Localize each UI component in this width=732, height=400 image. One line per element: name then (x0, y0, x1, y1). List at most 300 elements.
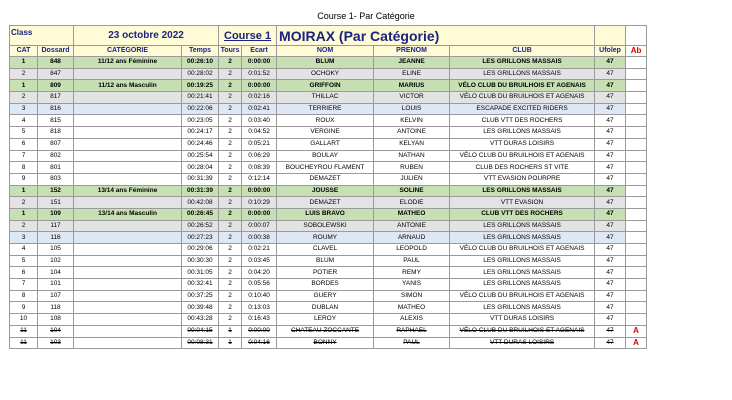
cell-ab (626, 115, 647, 127)
cell-cat: 3 (10, 103, 38, 115)
cell-categorie (74, 138, 182, 150)
cell-ecart: 0:02:41 (242, 103, 277, 115)
cell-ecart: 0:00:00 (242, 57, 277, 69)
cell-ab: A (626, 325, 647, 337)
cell-tours: 2 (219, 314, 242, 326)
cell-ab (626, 255, 647, 267)
cell-nom: BLUM (277, 255, 374, 267)
cell-cat: 8 (10, 162, 38, 174)
cell-club: LES GRILLONS MASSAIS (450, 267, 595, 279)
cell-club: VTT DURAS LOISIRS (450, 138, 595, 150)
cell-nom: DEMAZET (277, 197, 374, 209)
cell-temps: 00:24:17 (182, 127, 219, 139)
cell-ecart: 0:02:21 (242, 244, 277, 256)
cell-ecart: 0:02:16 (242, 92, 277, 104)
cell-dossard: 818 (38, 127, 74, 139)
cell-categorie: 11/12 ans Masculin (74, 80, 182, 92)
cell-ufolep: 47 (595, 197, 626, 209)
cell-cat: 1 (10, 57, 38, 69)
cell-temps: 00:31:05 (182, 267, 219, 279)
cell-dossard: 118 (38, 302, 74, 314)
cell-prenom: ARNAUD (374, 232, 450, 244)
cell-club: CLUB VTT DES ROCHERS (450, 208, 595, 220)
cell-nom: GUERY (277, 290, 374, 302)
cell-dossard: 848 (38, 57, 74, 69)
event-date: 23 octobre 2022 (74, 26, 219, 46)
col-cat: CAT (10, 46, 38, 57)
cell-tours: 1 (219, 337, 242, 349)
cell-dossard: 803 (38, 173, 74, 185)
cell-temps: 00:26:52 (182, 220, 219, 232)
cell-dossard: 109 (38, 208, 74, 220)
cell-club: LES GRILLONS MASSAIS (450, 220, 595, 232)
table-row (10, 57, 647, 69)
cell-cat: 1 (10, 185, 38, 197)
cell-prenom: VICTOR (374, 92, 450, 104)
cell-ab (626, 314, 647, 326)
table-row (10, 138, 647, 150)
col-ufolep: Ufolep (595, 46, 626, 57)
cell-tours: 2 (219, 150, 242, 162)
cell-temps: 00:04:15 (182, 325, 219, 337)
col-categorie: CATÉGORIE (74, 46, 182, 57)
cell-ufolep: 47 (595, 208, 626, 220)
cell-dossard: 105 (38, 244, 74, 256)
col-dossard: Dossard (38, 46, 74, 57)
cell-dossard: 101 (38, 279, 74, 291)
cell-club: VÉLO CLUB DU BRUILHOIS ET AGENAIS (450, 80, 595, 92)
cell-tours: 1 (219, 325, 242, 337)
cell-dossard: 816 (38, 103, 74, 115)
header-blank-ufolep (595, 26, 626, 46)
cell-cat: 6 (10, 267, 38, 279)
event-title: MOIRAX (Par Catégorie) (277, 26, 595, 46)
cell-categorie (74, 220, 182, 232)
table-row (10, 68, 647, 80)
cell-ecart: 0:00:07 (242, 220, 277, 232)
cell-cat: 5 (10, 127, 38, 139)
cell-temps: 00:26:45 (182, 208, 219, 220)
cell-ufolep: 47 (595, 68, 626, 80)
cell-ecart: 0:04:16 (242, 337, 277, 349)
cell-ufolep: 47 (595, 138, 626, 150)
col-tours: Tours (219, 46, 242, 57)
cell-prenom: MATHEO (374, 302, 450, 314)
cell-prenom: MARIUS (374, 80, 450, 92)
table-row (10, 244, 647, 256)
cell-ufolep: 47 (595, 279, 626, 291)
table-row (10, 325, 647, 337)
cell-cat: 6 (10, 138, 38, 150)
cell-cat: 9 (10, 173, 38, 185)
cell-categorie (74, 115, 182, 127)
cell-cat: 3 (10, 232, 38, 244)
cell-ecart: 0:08:39 (242, 162, 277, 174)
cell-temps: 00:43:28 (182, 314, 219, 326)
cell-temps: 00:39:48 (182, 302, 219, 314)
cell-ab (626, 220, 647, 232)
cell-nom: CLAVEL (277, 244, 374, 256)
cell-ab (626, 302, 647, 314)
cell-ecart: 0:00:00 (242, 208, 277, 220)
cell-tours: 2 (219, 80, 242, 92)
cell-cat: 1 (10, 208, 38, 220)
cell-nom: THILLAC (277, 92, 374, 104)
cell-tours: 2 (219, 68, 242, 80)
cell-ecart: 0:10:29 (242, 197, 277, 209)
cell-club: VÉLO CLUB DU BRUILHOIS ET AGENAIS (450, 325, 595, 337)
cell-categorie (74, 314, 182, 326)
cell-ufolep: 47 (595, 302, 626, 314)
cell-ufolep: 47 (595, 173, 626, 185)
cell-tours: 2 (219, 290, 242, 302)
cell-club: CLUB DES ROCHERS ST VITE (450, 162, 595, 174)
table-row (10, 185, 647, 197)
cell-prenom: LEOPOLD (374, 244, 450, 256)
cell-categorie (74, 232, 182, 244)
cell-categorie (74, 197, 182, 209)
cell-temps: 00:32:41 (182, 279, 219, 291)
cell-club: VTT DURAS LOISIRS (450, 314, 595, 326)
cell-temps: 00:27:23 (182, 232, 219, 244)
cell-ecart: 0:06:29 (242, 150, 277, 162)
cell-categorie (74, 162, 182, 174)
table-row (10, 255, 647, 267)
cell-ufolep: 47 (595, 162, 626, 174)
cell-nom: DEMAZET (277, 173, 374, 185)
cell-club: VÉLO CLUB DU BRUILHOIS ET AGENAIS (450, 244, 595, 256)
cell-dossard: 116 (38, 232, 74, 244)
table-row (10, 197, 647, 209)
cell-ufolep: 47 (595, 314, 626, 326)
header-row (10, 26, 647, 46)
cell-tours: 2 (219, 267, 242, 279)
cell-nom: BONNY (277, 337, 374, 349)
cell-nom: OCHOKY (277, 68, 374, 80)
cell-club: LES GRILLONS MASSAIS (450, 302, 595, 314)
cell-ecart: 0:00:00 (242, 80, 277, 92)
cell-cat: 11 (10, 337, 38, 349)
cell-categorie (74, 290, 182, 302)
cell-cat: 2 (10, 197, 38, 209)
cell-prenom: ALEXIS (374, 314, 450, 326)
cell-club: LES GRILLONS MASSAIS (450, 127, 595, 139)
cell-categorie (74, 92, 182, 104)
cell-tours: 2 (219, 232, 242, 244)
cell-cat: 2 (10, 68, 38, 80)
cell-nom: CHATEAU ZOCCANTE (277, 325, 374, 337)
cell-ufolep: 47 (595, 103, 626, 115)
cell-nom: DUBLAN (277, 302, 374, 314)
cell-temps: 00:23:05 (182, 115, 219, 127)
cell-ufolep: 47 (595, 267, 626, 279)
cell-ab (626, 68, 647, 80)
cell-categorie: 13/14 ans Masculin (74, 208, 182, 220)
cell-ecart: 0:13:03 (242, 302, 277, 314)
cell-club: VÉLO CLUB DU BRUILHOIS ET AGENAIS (450, 92, 595, 104)
cell-ufolep: 47 (595, 115, 626, 127)
cell-ecart: 0:16:43 (242, 314, 277, 326)
cell-ab: A (626, 337, 647, 349)
table-row (10, 279, 647, 291)
cell-ab (626, 173, 647, 185)
table-row (10, 127, 647, 139)
table-row (10, 162, 647, 174)
cell-ab (626, 208, 647, 220)
cell-cat: 2 (10, 220, 38, 232)
table-row (10, 220, 647, 232)
cell-club: LES GRILLONS MASSAIS (450, 279, 595, 291)
cell-temps: 00:31:39 (182, 173, 219, 185)
cell-ecart: 0:01:52 (242, 68, 277, 80)
cell-dossard: 104 (38, 325, 74, 337)
cell-ab (626, 267, 647, 279)
cell-dossard: 817 (38, 92, 74, 104)
cell-categorie (74, 279, 182, 291)
cell-ecart: 0:00:38 (242, 232, 277, 244)
cell-prenom: RUBEN (374, 162, 450, 174)
cell-nom: LUIS BRAVO (277, 208, 374, 220)
cell-ecart: 0:00:00 (242, 185, 277, 197)
cell-categorie: 11/12 ans Féminine (74, 57, 182, 69)
cell-ufolep: 47 (595, 290, 626, 302)
cell-prenom: JULIEN (374, 173, 450, 185)
col-prenom: PRENOM (374, 46, 450, 57)
cell-cat: 10 (10, 314, 38, 326)
cell-nom: ROUMY (277, 232, 374, 244)
cell-prenom: JEANNE (374, 57, 450, 69)
cell-temps: 00:22:06 (182, 103, 219, 115)
results-table (9, 25, 647, 349)
col-ecart: Ecart (242, 46, 277, 57)
cell-ab (626, 197, 647, 209)
cell-ufolep: 47 (595, 325, 626, 337)
cell-nom: LEROY (277, 314, 374, 326)
cell-tours: 2 (219, 92, 242, 104)
cell-ab (626, 185, 647, 197)
table-row (10, 173, 647, 185)
cell-nom: BLUM (277, 57, 374, 69)
cell-categorie (74, 68, 182, 80)
col-ab: Ab (626, 46, 647, 57)
header-blank-ab (626, 26, 647, 46)
cell-dossard: 117 (38, 220, 74, 232)
cell-club: VÉLO CLUB DU BRUILHOIS ET AGENAIS (450, 290, 595, 302)
cell-categorie (74, 302, 182, 314)
cell-tours: 2 (219, 115, 242, 127)
table-row (10, 150, 647, 162)
column-headers (10, 46, 647, 57)
cell-ufolep: 47 (595, 127, 626, 139)
cell-temps: 00:29:06 (182, 244, 219, 256)
cell-cat: 2 (10, 92, 38, 104)
cell-tours: 2 (219, 127, 242, 139)
cell-tours: 2 (219, 279, 242, 291)
cell-ufolep: 47 (595, 92, 626, 104)
cell-prenom: PAUL (374, 255, 450, 267)
cell-tours: 2 (219, 302, 242, 314)
cell-categorie (74, 150, 182, 162)
course-label: Course 1 (219, 26, 277, 46)
cell-club: VTT DURAS LOISIRS (450, 337, 595, 349)
cell-ecart: 0:00:00 (242, 325, 277, 337)
cell-ufolep: 47 (595, 255, 626, 267)
cell-prenom: LOUIS (374, 103, 450, 115)
cell-categorie (74, 337, 182, 349)
cell-ufolep: 47 (595, 244, 626, 256)
cell-temps: 00:24:46 (182, 138, 219, 150)
table-row (10, 302, 647, 314)
cell-ab (626, 232, 647, 244)
cell-ab (626, 80, 647, 92)
cell-nom: BOULAY (277, 150, 374, 162)
cell-temps: 00:08:31 (182, 337, 219, 349)
cell-tours: 2 (219, 57, 242, 69)
cell-club: VTT EVASION (450, 197, 595, 209)
cell-ufolep: 47 (595, 337, 626, 349)
cell-categorie (74, 267, 182, 279)
cell-club: LES GRILLONS MASSAIS (450, 57, 595, 69)
cell-ecart: 0:03:45 (242, 255, 277, 267)
cell-prenom: KELYAN (374, 138, 450, 150)
cell-dossard: 151 (38, 197, 74, 209)
cell-ab (626, 162, 647, 174)
cell-cat: 11 (10, 325, 38, 337)
cell-categorie (74, 255, 182, 267)
page-title: Course 1- Par Catégorie (317, 11, 415, 21)
cell-tours: 2 (219, 185, 242, 197)
cell-ab (626, 290, 647, 302)
cell-prenom: PAUL (374, 337, 450, 349)
cell-prenom: SIMON (374, 290, 450, 302)
cell-dossard: 102 (38, 255, 74, 267)
cell-categorie: 13/14 ans Féminine (74, 185, 182, 197)
cell-ab (626, 57, 647, 69)
table-row (10, 92, 647, 104)
cell-nom: ROUX (277, 115, 374, 127)
cell-dossard: 807 (38, 138, 74, 150)
cell-dossard: 152 (38, 185, 74, 197)
cell-prenom: YANIS (374, 279, 450, 291)
cell-ab (626, 103, 647, 115)
cell-dossard: 815 (38, 115, 74, 127)
cell-club: ESCAPADE EXCITED RIDERS (450, 103, 595, 115)
cell-tours: 2 (219, 197, 242, 209)
cell-nom: VERGINE (277, 127, 374, 139)
cell-tours: 2 (219, 255, 242, 267)
cell-dossard: 104 (38, 267, 74, 279)
cell-temps: 00:26:10 (182, 57, 219, 69)
cell-ufolep: 47 (595, 220, 626, 232)
cell-dossard: 809 (38, 80, 74, 92)
cell-club: VÉLO CLUB DU BRUILHOIS ET AGENAIS (450, 150, 595, 162)
table-row (10, 208, 647, 220)
cell-prenom: RAPHAEL (374, 325, 450, 337)
cell-ecart: 0:03:40 (242, 115, 277, 127)
cell-prenom: REMY (374, 267, 450, 279)
cell-ecart: 0:04:20 (242, 267, 277, 279)
cell-nom: JOUSSE (277, 185, 374, 197)
cell-categorie (74, 173, 182, 185)
table-row (10, 115, 647, 127)
table-row (10, 80, 647, 92)
class-label: Class (10, 26, 74, 46)
cell-dossard: 103 (38, 337, 74, 349)
cell-temps: 00:28:02 (182, 68, 219, 80)
cell-temps: 00:21:41 (182, 92, 219, 104)
cell-ufolep: 47 (595, 80, 626, 92)
table-row (10, 103, 647, 115)
cell-ecart: 0:05:56 (242, 279, 277, 291)
cell-tours: 2 (219, 208, 242, 220)
cell-ab (626, 244, 647, 256)
cell-club: LES GRILLONS MASSAIS (450, 255, 595, 267)
cell-club: CLUB VTT DES ROCHERS (450, 115, 595, 127)
col-nom: NOM (277, 46, 374, 57)
cell-temps: 00:25:54 (182, 150, 219, 162)
cell-cat: 8 (10, 290, 38, 302)
cell-dossard: 801 (38, 162, 74, 174)
cell-ab (626, 92, 647, 104)
cell-cat: 7 (10, 279, 38, 291)
cell-tours: 2 (219, 220, 242, 232)
cell-ecart: 0:10:40 (242, 290, 277, 302)
cell-club: LES GRILLONS MASSAIS (450, 232, 595, 244)
cell-prenom: MATHEO (374, 208, 450, 220)
table-row (10, 314, 647, 326)
table-row (10, 290, 647, 302)
cell-dossard: 108 (38, 314, 74, 326)
cell-club: LES GRILLONS MASSAIS (450, 68, 595, 80)
cell-tours: 2 (219, 244, 242, 256)
cell-nom: POTIER (277, 267, 374, 279)
cell-tours: 2 (219, 103, 242, 115)
cell-ufolep: 47 (595, 150, 626, 162)
cell-ufolep: 47 (595, 57, 626, 69)
cell-nom: GRIFFOIN (277, 80, 374, 92)
cell-nom: TERRIERE (277, 103, 374, 115)
cell-ecart: 0:04:52 (242, 127, 277, 139)
cell-prenom: ANTONIE (374, 220, 450, 232)
cell-tours: 2 (219, 162, 242, 174)
cell-prenom: KELVIN (374, 115, 450, 127)
col-temps: Temps (182, 46, 219, 57)
cell-temps: 00:30:30 (182, 255, 219, 267)
cell-nom: GALLART (277, 138, 374, 150)
cell-nom: SOBOLEWSKI (277, 220, 374, 232)
cell-ecart: 0:05:21 (242, 138, 277, 150)
cell-nom: BORDES (277, 279, 374, 291)
cell-nom: BOUCHEYROU FLAMENT (277, 162, 374, 174)
cell-ab (626, 138, 647, 150)
cell-tours: 2 (219, 173, 242, 185)
cell-cat: 5 (10, 255, 38, 267)
cell-prenom: SOLINE (374, 185, 450, 197)
cell-temps: 00:37:25 (182, 290, 219, 302)
cell-ab (626, 279, 647, 291)
cell-categorie (74, 103, 182, 115)
cell-categorie (74, 127, 182, 139)
table-row (10, 232, 647, 244)
cell-ufolep: 47 (595, 185, 626, 197)
table-row (10, 267, 647, 279)
cell-categorie (74, 244, 182, 256)
cell-ab (626, 127, 647, 139)
cell-cat: 4 (10, 115, 38, 127)
cell-dossard: 107 (38, 290, 74, 302)
cell-dossard: 802 (38, 150, 74, 162)
cell-categorie (74, 325, 182, 337)
